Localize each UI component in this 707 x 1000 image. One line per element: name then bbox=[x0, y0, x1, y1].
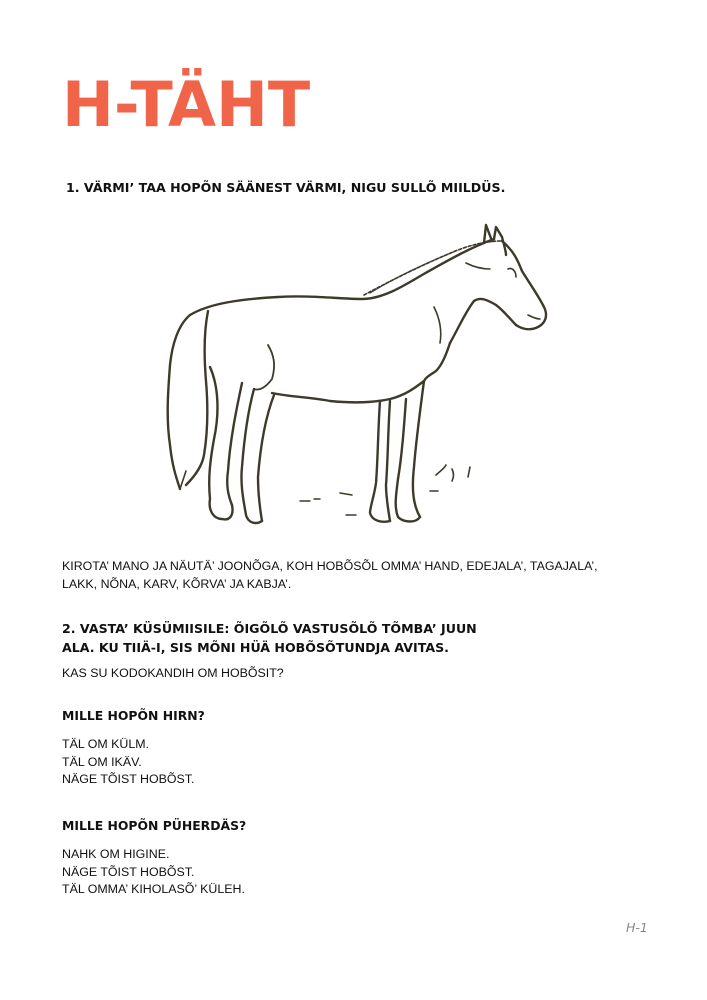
task-1-followup-line-1: KIROTA’ MANO JA NÄUTÄ’ JOONÕGA, KOH HOBÕSÕL OMMA’ HAND, EDEJALA’, TAGAJALA’, bbox=[62, 559, 598, 573]
task-1-followup bbox=[62, 558, 598, 593]
page-number: H-1 bbox=[626, 920, 648, 935]
task-2-instruction bbox=[62, 619, 477, 657]
intro-question: KAS SU KODOKANDIH OM HOBÕSIT? bbox=[62, 666, 284, 680]
question-1-answers bbox=[62, 736, 194, 789]
task-1-instruction bbox=[66, 178, 505, 197]
question-2-answers bbox=[62, 846, 245, 899]
task-2-instruction-line-1: 2. VASTA’ KÜSÜMIISILE: ÕIGÕLÕ VASTUSÕLÕ TÕMBA’ JUUN bbox=[62, 621, 477, 636]
page-title: H-TÄHT bbox=[62, 68, 311, 141]
horse-drawing-icon bbox=[150, 215, 560, 535]
answer-option[interactable]: TÄL OMMA’ KIHOLASÕ’ KÜLEH. bbox=[62, 882, 245, 896]
task-1-followup-line-2: LAKK, NÕNA, KARV, KÕRVA’ JA KABJA’. bbox=[62, 576, 292, 591]
task-2-instruction-line-2: ALA. KU TIIÄ-I, SIS MÕNI HÜÄ HOBÕSÕTUNDJA AVITAS. bbox=[62, 640, 449, 655]
answer-option[interactable]: NÄGE TÕIST HOBÕST. bbox=[62, 864, 195, 879]
answer-option[interactable]: TÄL OM KÜLM. bbox=[62, 737, 149, 751]
question-1: MILLE HOPÕN HIRN? bbox=[62, 708, 205, 723]
answer-option[interactable]: NÄGE TÕIST HOBÕST. bbox=[62, 772, 195, 786]
answer-option[interactable]: NAHK OM HIGINE. bbox=[62, 847, 170, 861]
answer-option[interactable]: TÄL OM IKÄV. bbox=[62, 754, 142, 769]
task-1-instruction-line: 1. VÄRMI’ TAA HOPÕN SÄÄNEST VÄRMI, NIGU SULLÕ MIILDÜS. bbox=[66, 180, 506, 195]
question-2: MILLE HOPÕN PÜHERDÄS? bbox=[62, 818, 247, 833]
